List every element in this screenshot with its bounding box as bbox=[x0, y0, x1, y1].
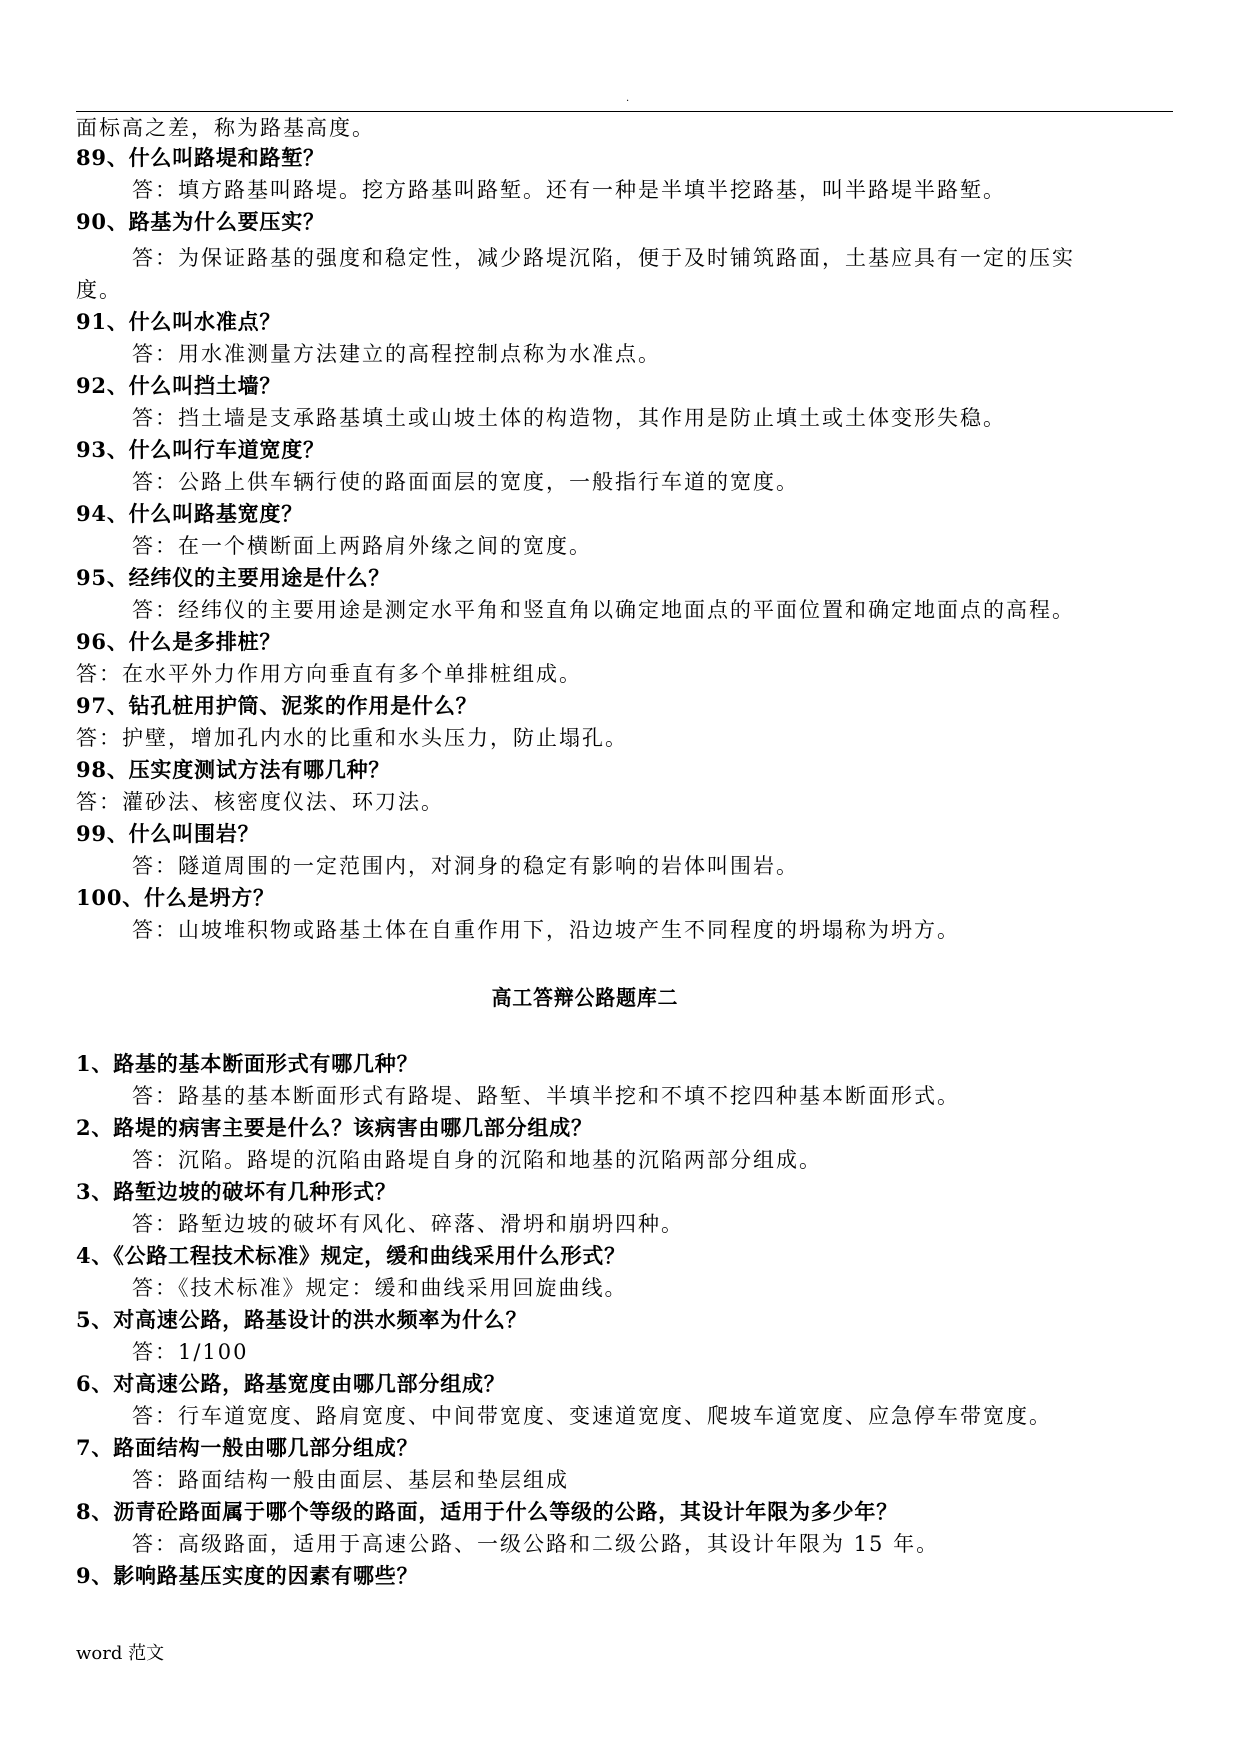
header-rule bbox=[76, 111, 1173, 112]
answer-6: 答：行车道宽度、路肩宽度、中间带宽度、变速道宽度、爬坡车道宽度、应急停车带宽度。 bbox=[132, 1404, 1052, 1428]
question-4: 4、《公路工程技术标准》规定，缓和曲线采用什么形式？ bbox=[76, 1243, 626, 1268]
question-8: 8、沥青砼路面属于哪个等级的路面，适用于什么等级的公路，其设计年限为多少年？ bbox=[76, 1499, 899, 1524]
question-93: 93、什么叫行车道宽度？ bbox=[76, 437, 325, 462]
question-97: 97、钻孔桩用护筒、泥浆的作用是什么？ bbox=[76, 693, 478, 718]
question-100: 100、什么是坍方？ bbox=[76, 885, 275, 910]
answer-text: 面标高之差，称为路基高度。 bbox=[76, 116, 375, 140]
answer-1: 答：路基的基本断面形式有路堤、路堑、半填半挖和不填不挖四种基本断面形式。 bbox=[132, 1084, 960, 1108]
question-5: 5、对高速公路，路基设计的洪水频率为什么？ bbox=[76, 1307, 528, 1332]
answer-96: 答：在水平外力作用方向垂直有多个单排桩组成。 bbox=[76, 662, 582, 686]
answer-97: 答：护壁，增加孔内水的比重和水头压力，防止塌孔。 bbox=[76, 726, 628, 750]
answer-3: 答：路堑边坡的破坏有风化、碎落、滑坍和崩坍四种。 bbox=[132, 1212, 684, 1236]
question-99: 99、什么叫围岩？ bbox=[76, 821, 260, 846]
question-2: 2、路堤的病害主要是什么？该病害由哪几部分组成？ bbox=[76, 1115, 593, 1140]
header-mark: . bbox=[626, 93, 630, 104]
question-6: 6、对高速公路，路基宽度由哪几部分组成？ bbox=[76, 1371, 506, 1396]
answer-89: 答：填方路基叫路堤。挖方路基叫路堑。还有一种是半填半挖路基，叫半路堤半路堑。 bbox=[132, 178, 1006, 202]
question-9: 9、影响路基压实度的因素有哪些？ bbox=[76, 1563, 419, 1588]
footer-text: word 范文 bbox=[76, 1643, 165, 1664]
question-95: 95、经纬仪的主要用途是什么？ bbox=[76, 565, 391, 590]
answer-2: 答：沉陷。路堤的沉陷由路堤自身的沉陷和地基的沉陷两部分组成。 bbox=[132, 1148, 822, 1172]
answer-95: 答：经纬仪的主要用途是测定水平角和竖直角以确定地面点的平面位置和确定地面点的高程。 bbox=[132, 598, 1075, 622]
question-3: 3、路堑边坡的破坏有几种形式？ bbox=[76, 1179, 397, 1204]
answer-90-cont: 度。 bbox=[76, 278, 122, 302]
question-96: 96、什么是多排桩？ bbox=[76, 629, 282, 654]
answer-7: 答：路面结构一般由面层、基层和垫层组成 bbox=[132, 1468, 569, 1492]
answer-8: 答：高级路面，适用于高速公路、一级公路和二级公路，其设计年限为 15 年。 bbox=[132, 1532, 940, 1556]
answer-4: 答：《技术标准》规定：缓和曲线采用回旋曲线。 bbox=[132, 1276, 628, 1300]
question-89: 89、什么叫路堤和路堑？ bbox=[76, 145, 325, 170]
answer-92: 答：挡土墙是支承路基填土或山坡土体的构造物，其作用是防止填土或土体变形失稳。 bbox=[132, 406, 1006, 430]
answer-93: 答：公路上供车辆行使的路面面层的宽度，一般指行车道的宽度。 bbox=[132, 470, 799, 494]
question-7: 7、路面结构一般由哪几部分组成？ bbox=[76, 1435, 419, 1460]
answer-98: 答：灌砂法、核密度仪法、环刀法。 bbox=[76, 790, 444, 814]
question-90: 90、路基为什么要压实？ bbox=[76, 209, 325, 234]
answer-99: 答：隧道周围的一定范围内，对洞身的稳定有影响的岩体叫围岩。 bbox=[132, 854, 799, 878]
answer-90: 答：为保证路基的强度和稳定性，减少路堤沉陷，便于及时铺筑路面，土基应具有一定的压实 bbox=[132, 246, 1075, 270]
section-title: 高工答辩公路题库二 bbox=[491, 985, 679, 1010]
question-1: 1、路基的基本断面形式有哪几种？ bbox=[76, 1051, 419, 1076]
question-92: 92、什么叫挡土墙？ bbox=[76, 373, 282, 398]
question-91: 91、什么叫水准点？ bbox=[76, 309, 282, 334]
answer-94: 答：在一个横断面上两路肩外缘之间的宽度。 bbox=[132, 534, 592, 558]
question-98: 98、压实度测试方法有哪几种？ bbox=[76, 757, 391, 782]
question-94: 94、什么叫路基宽度？ bbox=[76, 501, 304, 526]
answer-5: 答：1/100 bbox=[132, 1340, 249, 1364]
answer-91: 答：用水准测量方法建立的高程控制点称为水准点。 bbox=[132, 342, 661, 366]
answer-100: 答：山坡堆积物或路基土体在自重作用下，沿边坡产生不同程度的坍塌称为坍方。 bbox=[132, 918, 960, 942]
